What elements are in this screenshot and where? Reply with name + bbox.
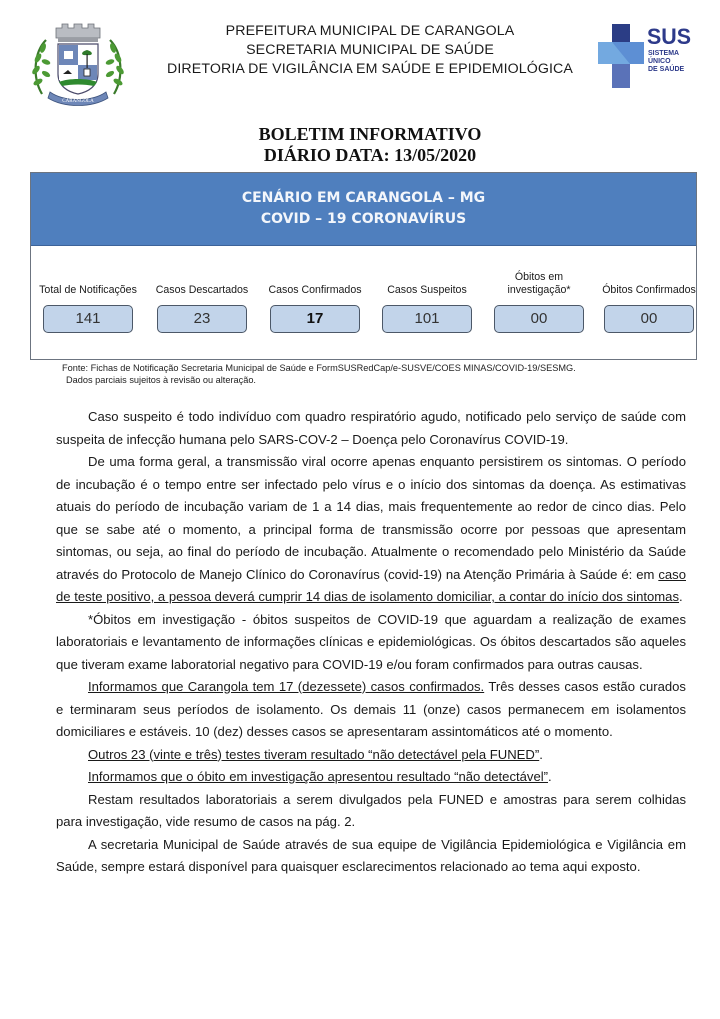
isolation-recommendation: caso de teste positivo, a pessoa deverá cumprir 14 dias de isolamento domiciliar, a contar do início dos sintomas: [56, 566, 686, 604]
stat-label: Casos Descartados: [155, 284, 249, 296]
text-span: De uma forma geral, a transmissão viral ocorre apenas enquanto persistirem os sintomas. O período de incubação é o tempo entre ser infectado pelo vírus e o início dos sintomas da doença. As estimativas atuais do período de incubação variam de 1 a 14 dias, mais frequentemente ao redor de cinco dias. Pelo que se sabe até o momento, a principal forma de transmissão ocorre por pessoas que apresentam sintomas, ou seja, ao final do período de incubação. Atualmente o recomendado pelo Ministério da Saúde através do Protocolo de Manejo Clínico do Coronavírus (covid-19) na Atenção Primária à Saúde é: em: [56, 454, 686, 582]
scenario-panel: [30, 172, 697, 360]
stat-label: Óbitos em investigação*: [507, 271, 571, 296]
paragraph-transmission: [56, 451, 686, 609]
stat-obitos-investigacao: [484, 269, 594, 333]
scenario-banner: [31, 173, 696, 246]
bulletin-title-line: BOLETIM INFORMATIVO: [258, 124, 482, 144]
stat-value: 00: [604, 305, 694, 333]
stat-value: 17: [270, 305, 360, 333]
stat-obitos-confirmados: [594, 269, 704, 333]
death-result-statement: Informamos que o óbito em investigação apresentou resultado “não detectável”: [88, 769, 549, 784]
stat-label: Total de Notificações: [39, 284, 137, 296]
disclaimer-line: Dados parciais sujeitos à revisão ou alteração.: [66, 375, 256, 385]
scenario-title-location: CENÁRIO EM CARANGOLA – MG: [241, 190, 486, 206]
stat-label: Casos Suspeitos: [387, 284, 467, 296]
page-header: [0, 0, 720, 110]
crest-ribbon-text: CARANGOLA: [62, 99, 94, 104]
text-span: .: [548, 769, 552, 784]
institution-header: [140, 22, 600, 79]
paragraph-deaths-under-investigation: *Óbitos em investigação - óbitos suspeitos de COVID-19 que aguardam a realização de exames laboratoriais e levantamento de informações clínicas e epidemiológicas. Os óbitos descartados são aqueles que tiveram exame laboratorial negativo para COVID-19 e/ou foram confirmados para outras causas.: [56, 611, 686, 672]
header-line-diretoria: DIRETORIA DE VIGILÂNCIA EM SAÚDE E EPIDEMIOLÓGICA: [167, 61, 573, 77]
stat-label: Óbitos Confirmados: [602, 284, 696, 296]
sus-acronym: SUS: [647, 24, 691, 49]
sus-line-saude: DE SAÚDE: [648, 66, 685, 73]
scenario-title-disease: COVID – 19 CORONAVÍRUS: [260, 211, 467, 227]
paragraph-confirmed-cases: [56, 676, 686, 744]
text-span: .: [539, 746, 543, 762]
paragraph-pending-results: Restam resultados laboratoriais a serem divulgados pela FUNED e amostras para serem colhidas para investigação, vide resumo de casos na pág. 2.: [56, 791, 686, 829]
sus-line-sistema: SISTEMA: [648, 50, 680, 57]
stat-label: Casos Confirmados: [268, 284, 362, 296]
bulletin-date: DIÁRIO DATA: 13/05/2020: [263, 145, 477, 165]
paragraph-contact-availability: A secretaria Municipal de Saúde através de sua equipe de Vigilância Epidemiológica e Vigilância em Saúde, sempre estará disponível para quaisquer esclarecimentos relacionado ao tema aqui exposto.: [56, 836, 686, 874]
stat-value: 101: [382, 305, 472, 333]
header-line-secretaria: SECRETARIA MUNICIPAL DE SAÚDE: [246, 42, 494, 58]
stat-value: 23: [157, 305, 247, 333]
stat-casos-confirmados: [260, 269, 370, 333]
confirmed-cases-statement: Informamos que Carangola tem 17 (dezessete) casos confirmados.: [88, 679, 485, 694]
carangola-crest-logo: [28, 22, 128, 112]
stat-value: 00: [494, 305, 584, 333]
bulletin-title: [0, 124, 720, 166]
source-note: [62, 362, 702, 386]
paragraph-death-result: [56, 766, 686, 789]
paragraph-negative-tests: [56, 744, 686, 767]
bulletin-body: [56, 406, 686, 879]
sus-line-unico: ÚNICO: [648, 58, 671, 65]
text-span: Três desses casos estão curados e terminaram seus períodos de isolamento. Os demais 11 (onze) casos permanecem em isolamentos domiciliares e estáveis. 10 (dez) desses casos se apresentaram assintomáticos até o momento.: [56, 679, 686, 739]
paragraph-suspected-case-definition: Caso suspeito é todo indivíduo com quadro respiratório agudo, notificado pelo serviço de saúde com suspeita de infecção humana pelo SARS-COV-2 – Doença pelo Coronavírus COVID-19.: [56, 409, 686, 447]
source-line: Fonte: Fichas de Notificação Secretaria Municipal de Saúde e FormSUSRedCap/e-SUSVE/COES MINAS/COVID-19/SESMG.: [62, 363, 576, 373]
stats-row: [31, 269, 696, 349]
sus-logo: [598, 22, 694, 90]
header-line-prefeitura: PREFEITURA MUNICIPAL DE CARANGOLA: [225, 23, 515, 39]
stat-casos-suspeitos: [372, 269, 482, 333]
text-span: .: [679, 589, 683, 604]
stat-total-notificacoes: [33, 269, 143, 333]
negative-tests-statement: Outros 23 (vinte e três) testes tiveram resultado “não detectável pela FUNED”: [88, 746, 540, 762]
stat-casos-descartados: [147, 269, 257, 333]
stat-value: 141: [43, 305, 133, 333]
